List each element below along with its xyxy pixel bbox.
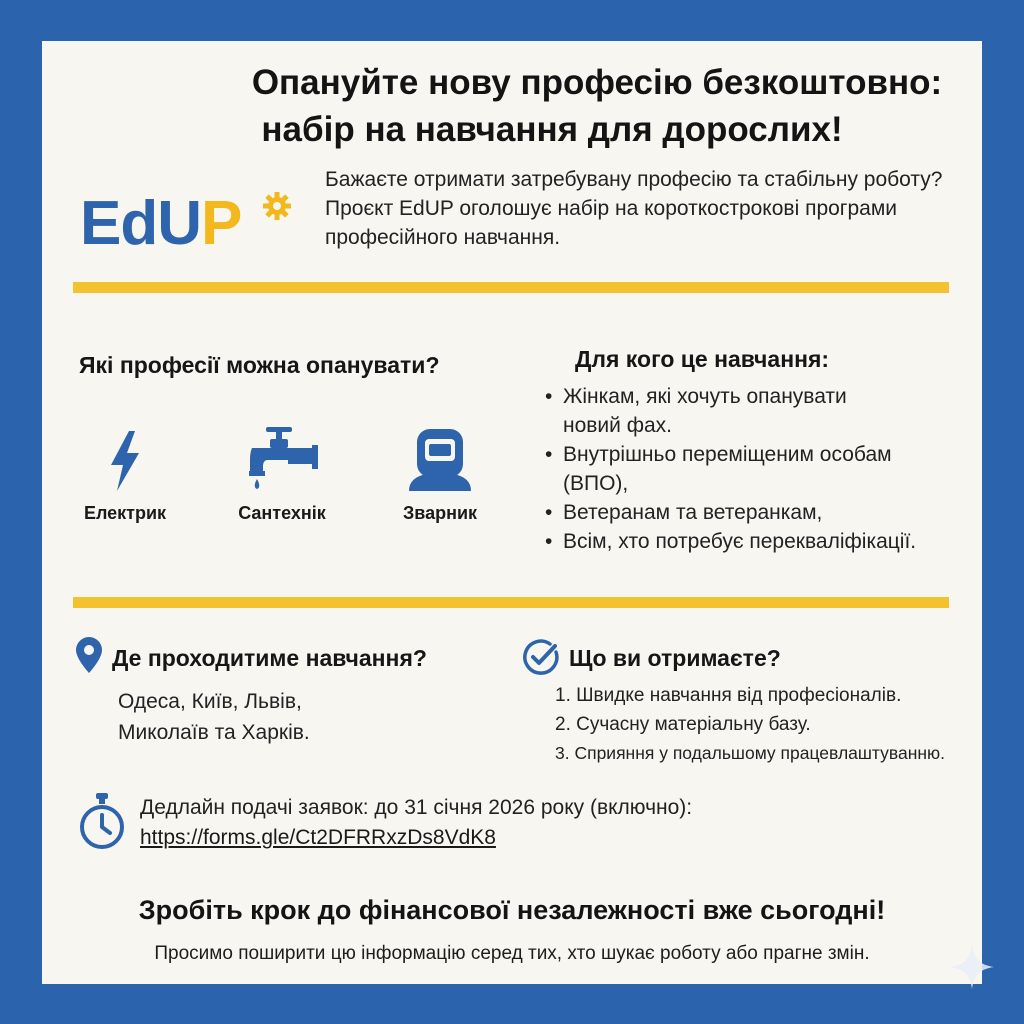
share-request: Просимо поширити цю інформацію серед тих, хто шукає роботу або прагне змін. bbox=[154, 943, 870, 964]
profession-welder bbox=[380, 427, 500, 524]
location-heading: Де проходитиме навчання? bbox=[112, 645, 427, 671]
list-item: 1. Швидке навчання від професіоналів. bbox=[555, 685, 902, 706]
title-line-1: Опануйте нову професію безкоштовно: bbox=[251, 63, 943, 102]
profession-plumber bbox=[222, 427, 342, 524]
benefits-list bbox=[555, 681, 975, 768]
lightning-icon bbox=[107, 431, 143, 491]
list-item: 2. Сучасну матеріальну базу. bbox=[555, 714, 811, 735]
list-item: • Всім, хто потребує перекваліфікації. bbox=[545, 527, 965, 556]
gear-icon bbox=[262, 191, 292, 221]
faucet-icon bbox=[242, 427, 322, 491]
divider-top bbox=[73, 282, 949, 293]
benefits-heading: Що ви отримаєте? bbox=[569, 645, 781, 671]
intro-text: Бажаєте отримати затребувану професію та стабільну роботу? Проєкт EdUP оголошує набір на короткострокові програми професійного навчання. bbox=[325, 168, 943, 249]
professions-heading: Які професії можна опанувати? bbox=[79, 352, 440, 378]
deadline-text: Дедлайн подачі заявок: до 31 січня 2026 року (включно): bbox=[140, 796, 693, 819]
location-cities: Одеса, Київ, Львів, Миколаїв та Харків. bbox=[118, 690, 310, 744]
map-pin-icon bbox=[76, 637, 102, 673]
sparkle-icon bbox=[950, 945, 994, 989]
profession-label: Сантехнік bbox=[238, 503, 326, 523]
deadline-block bbox=[140, 793, 900, 853]
list-item: • Ветеранам та ветеранкам, bbox=[545, 498, 965, 527]
application-form-link[interactable]: https://forms.gle/Ct2DFRRxzDs8VdK8 bbox=[140, 826, 496, 849]
audience-heading: Для кого це навчання: bbox=[575, 346, 830, 372]
profession-label: Зварник bbox=[402, 503, 478, 523]
divider-middle bbox=[73, 597, 949, 608]
welder-mask-icon bbox=[405, 427, 475, 491]
title-line-2: набір на навчання для дорослих! bbox=[261, 110, 843, 149]
edup-logo bbox=[80, 189, 290, 259]
list-item: • Жінкам, які хочуть опанувати новий фах. bbox=[545, 382, 965, 440]
page-title bbox=[232, 59, 962, 153]
flyer-card bbox=[42, 41, 982, 984]
audience-list bbox=[545, 382, 965, 556]
list-item: 3. Сприяння у подальшому працевлаштуванню. bbox=[555, 743, 946, 763]
profession-label: Електрик bbox=[83, 503, 167, 523]
stopwatch-icon bbox=[78, 793, 126, 851]
profession-electrician bbox=[65, 427, 185, 524]
list-item: • Внутрішньо переміщеним особам (ВПО), bbox=[545, 440, 965, 498]
logo-text-p: P bbox=[201, 189, 242, 258]
call-to-action: Зробіть крок до фінансової незалежності вже сьогодні! bbox=[138, 895, 886, 925]
logo-text-edu: EdU bbox=[80, 189, 201, 258]
check-circle-icon bbox=[523, 639, 559, 675]
